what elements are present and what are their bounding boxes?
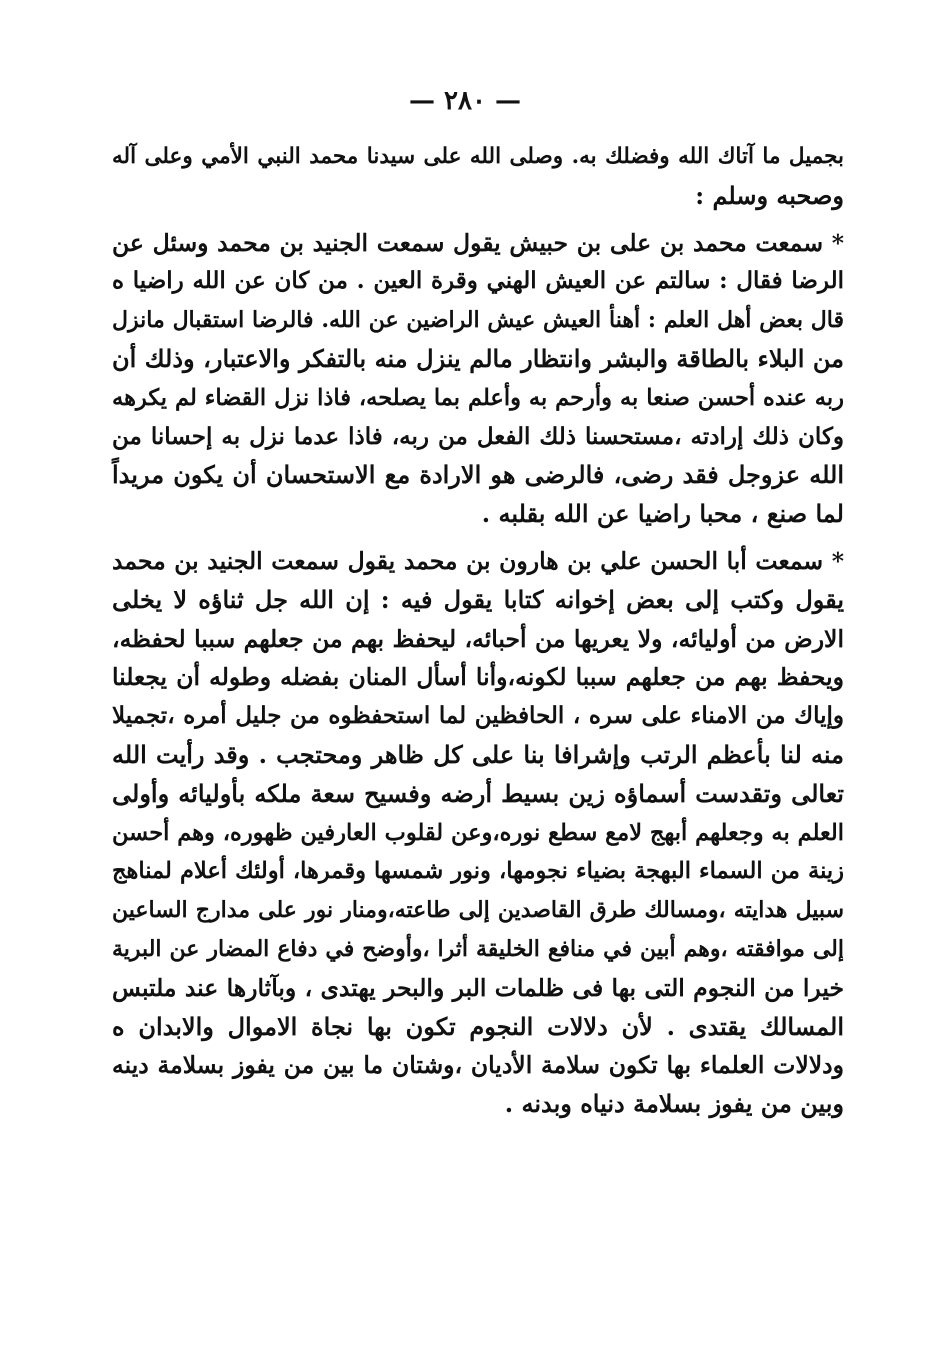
- text-line: وكان ذلك إرادته ،مستحسنا ذلك الفعل من ربه، فاذا عدما نزل به إحسانا من: [112, 422, 844, 450]
- text-line: ويحفظ بهم من جعلهم سببا لكونه،وأنا أسأل المنان بفضله وطوله أن يجعلنا: [112, 663, 844, 692]
- text-line: الله عزوجل فقد رضى، فالرضى هو الارادة مع الاستحسان أن يكون مريداً: [112, 460, 844, 490]
- text-line: منه لنا بأعظم الرتب وإشرافا بنا على كل ظاهر ومحتجب . وقد رأيت الله: [112, 739, 844, 769]
- text-line: وإياك من الامناء على سره ، الحافظين لما استحفظوه من جليل أمره ،تجميلا: [112, 702, 844, 730]
- text-line: العلم به وجعلهم أبهج لامع سطع نوره،وعن لقلوب العارفين ظهوره، وهم أحسن: [112, 819, 844, 846]
- text-line: إلى موافقته ،وهم أبين في منافع الخليقة أثرا ،وأوضح في دفاع المضار عن البرية: [112, 935, 844, 962]
- text-line: بجميل ما آتاك الله وفضلك به. وصلى الله على سيدنا محمد النبي الأمي وعلى آله: [112, 144, 844, 169]
- text-line: سبيل هدايته ،ومسالك طرق القاصدين إلى طاعته،ومنار نور على مدارج الساعين: [112, 897, 844, 924]
- body-text: [112, 138, 844, 1124]
- text-line: * سمعت أبا الحسن علي بن هارون بن محمد يقول سمعت الجنيد بن محمد: [112, 546, 844, 575]
- text-line: ودلالات العلماء بها تكون سلامة الأديان ،وشتان ما بين من يفوز بسلامة دينه: [112, 1051, 844, 1080]
- text-line: المسالك يقتدى . لأن دلالات النجوم تكون بها نجاة الاموال والابدان ه: [112, 1011, 844, 1041]
- page-number: — ٢٨٠ —: [408, 86, 522, 116]
- text-line: وبين من يفوز بسلامة دنياه وبدنه .: [504, 1089, 844, 1119]
- text-line: خيرا من النجوم التى بها فى ظلمات البر والبحر يهتدى ، وبآثارها عند ملتبس: [112, 973, 844, 1002]
- text-line: لما صنع ، محبا راضيا عن الله بقلبه .: [481, 499, 844, 529]
- paragraph-closing-prayer: [112, 138, 844, 216]
- text-line: تعالى وتقدست أسماؤه زين بسيط أرضه وفسيح سعة ملكه بأوليائه وأولى: [112, 778, 844, 808]
- text-line: الارض من أوليائه، ولا يعريها من أحبائه، ليحفظ بهم من جعلهم سببا لحفظه،: [112, 624, 844, 653]
- text-line: يقول وكتب إلى بعض إخوانه كتابا يقول فيه : إن الله جل ثناؤه لا يخلى: [112, 584, 845, 614]
- text-line: * سمعت محمد بن على بن حبيش يقول سمعت الجنيد بن محمد وسئل عن: [112, 228, 844, 257]
- text-line: قال بعض أهل العلم : أهنأ العيش عيش الراضين عن الله. فالرضا استقبال مانزل: [112, 307, 844, 334]
- text-line: وصحبه وسلم :: [695, 180, 844, 210]
- paragraph-on-contentment: [112, 224, 844, 534]
- paragraph-on-saints-letter: [112, 542, 844, 1124]
- text-line: زينة من السماء البهجة بضياء نجومها، ونور شمسها وقمرها، أولئك أعلام لمناهج: [112, 858, 844, 885]
- text-line: من البلاء بالطاقة والبشر وانتظار مالم ينزل منه بالتفكر والاعتبار، وذلك أن: [112, 343, 844, 373]
- text-line: ربه عنده أحسن صنعا به وأرحم به وأعلم بما يصلحه، فاذا نزل القضاء لم يكرهه: [112, 384, 844, 411]
- text-line: الرضا فقال : سالتم عن العيش الهني وقرة العين . من كان عن الله راضيا ه: [112, 267, 844, 295]
